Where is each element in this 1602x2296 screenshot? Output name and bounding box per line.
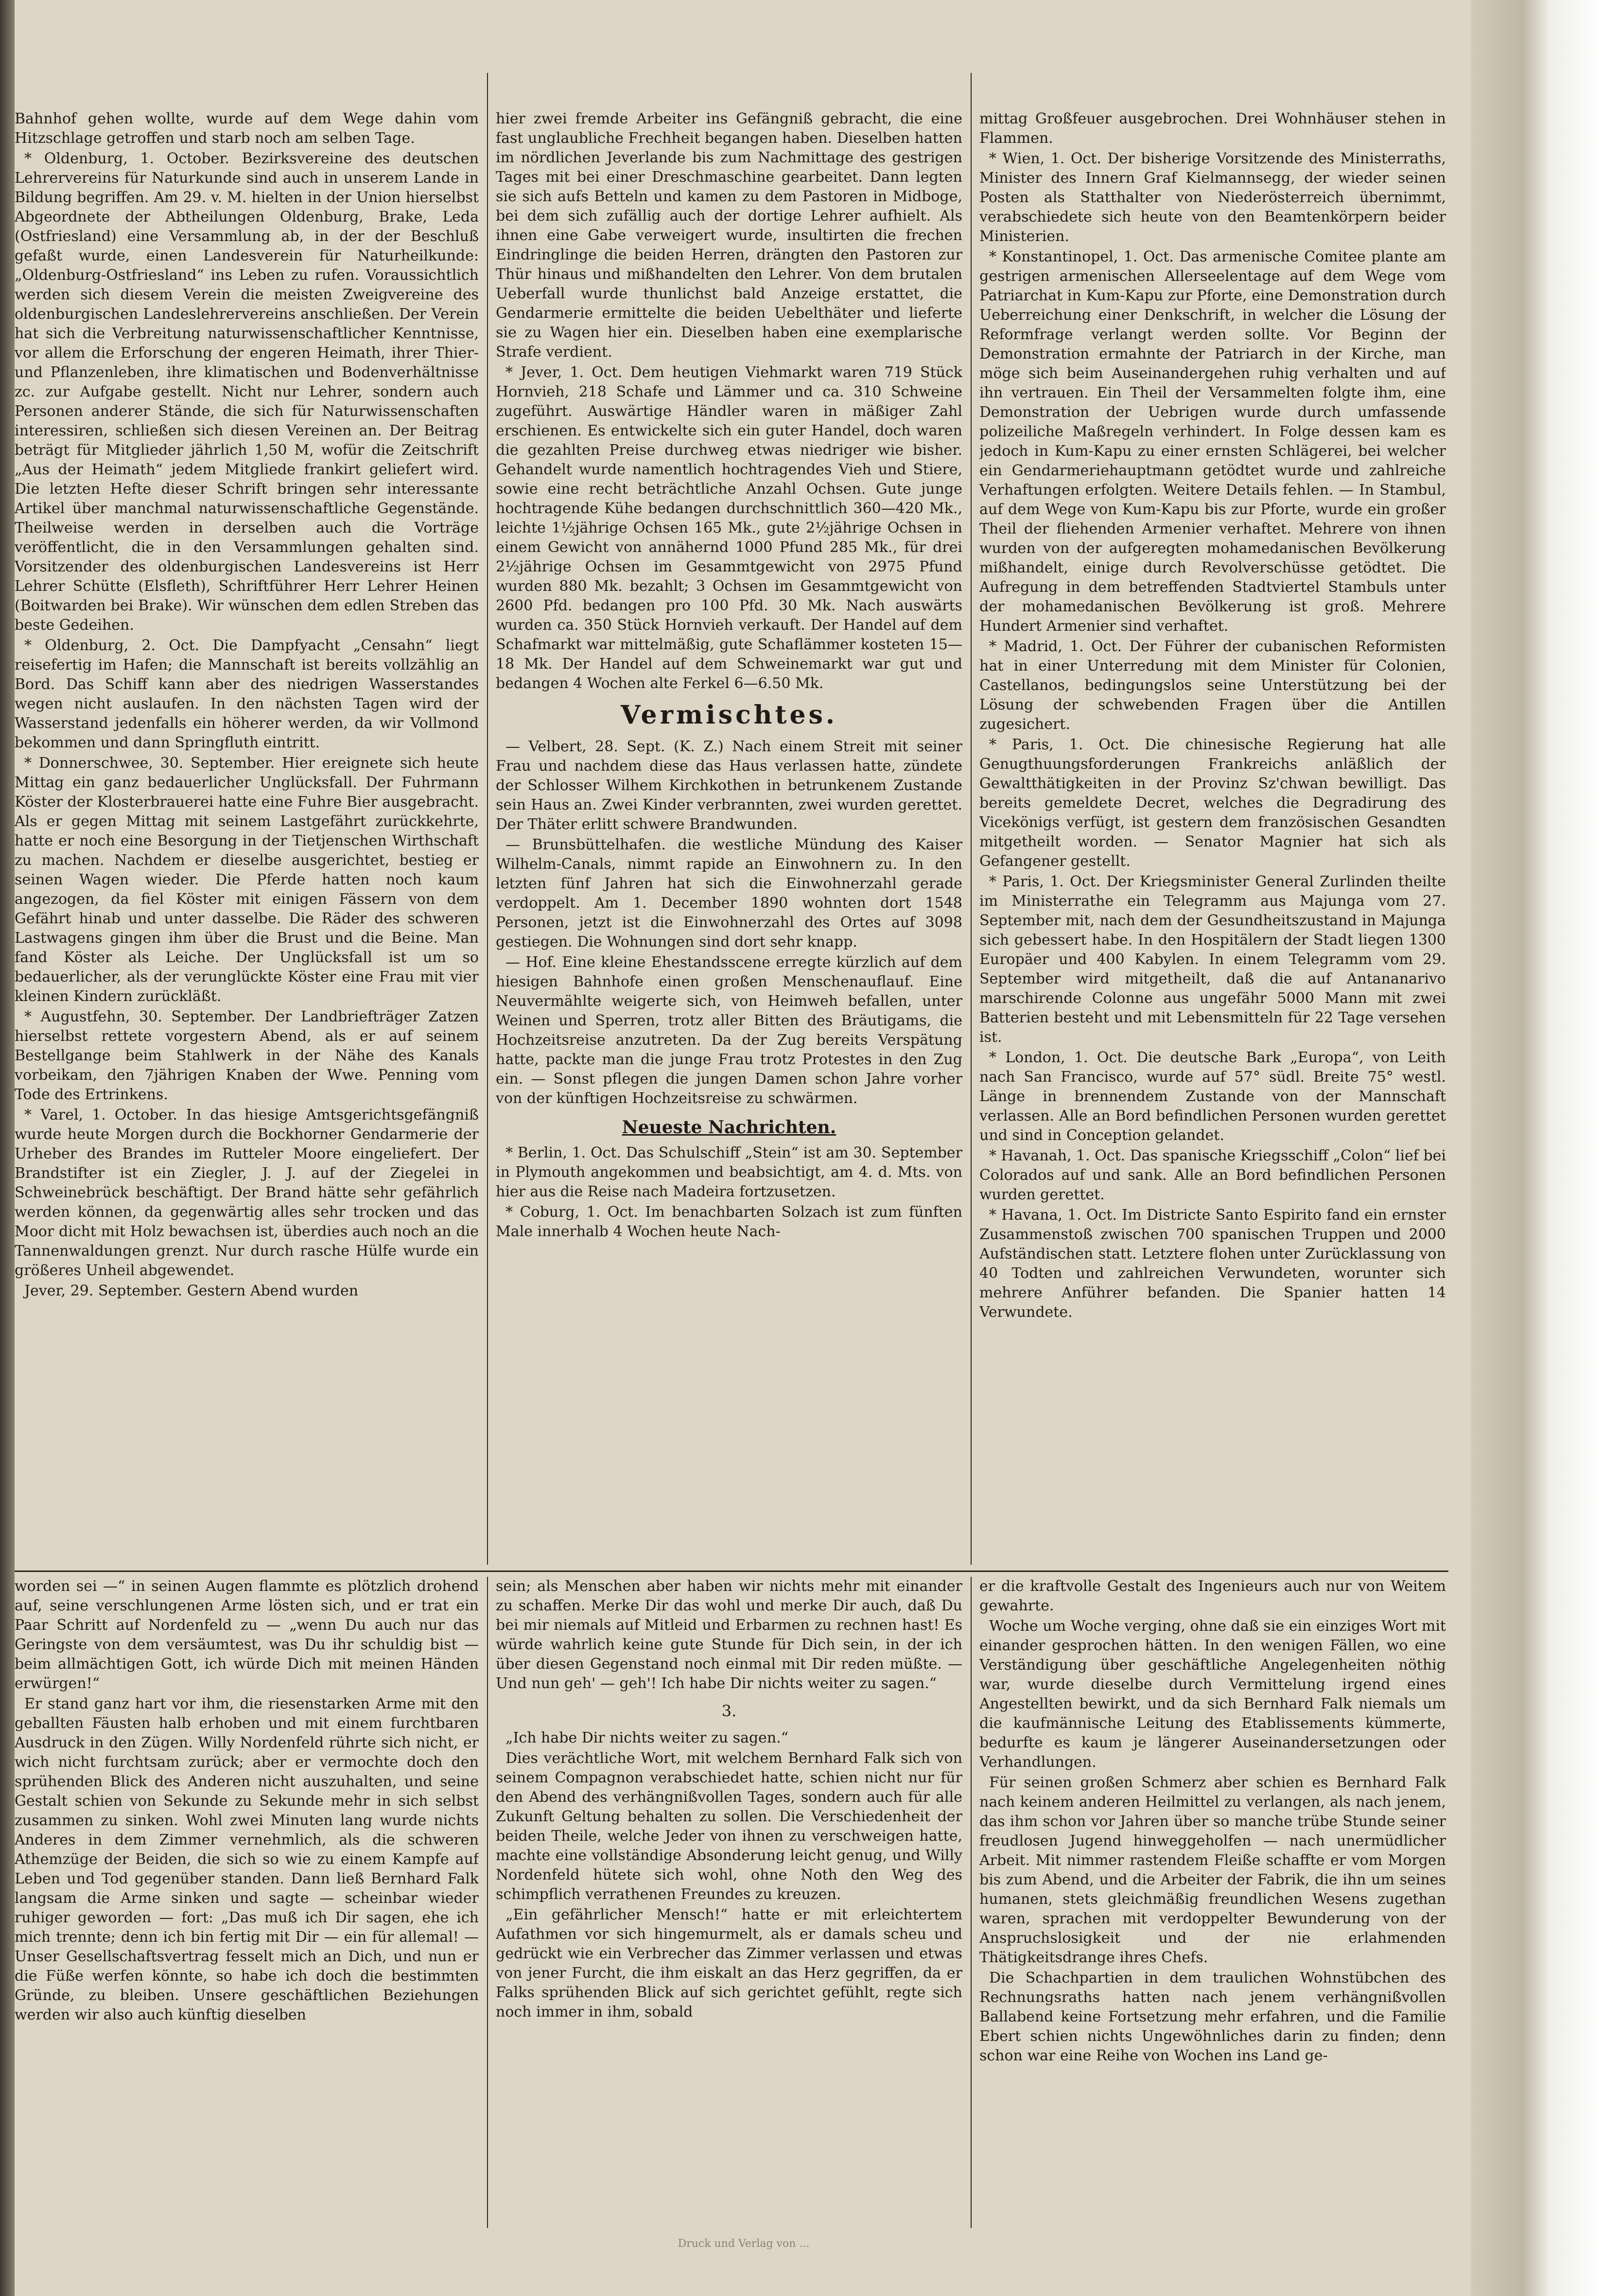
column-rule-1 xyxy=(487,73,488,1565)
paragraph: * Augustfehn, 30. September. Der Landbriefträger Zatzen hierselbst rettete vorgestern Abend, als er auf seinem Bestellgange beim Stahlwerk in der Nähe des Kanals vorbeikam, den 7jährigen Knaben der Wwe. Penning vom Tode des Ertrinkens. xyxy=(15,1008,479,1103)
miscellany-articles xyxy=(496,737,962,1108)
newspaper-sheet xyxy=(15,0,1473,2296)
paragraph: — Brunsbüttelhafen. die westliche Mündung des Kaiser Wilhelm-Canals, nimmt rapide an Einwohnern zu. In den letzten fünf Jahren hat sich die Einwohnerzahl gerade verdoppelt. Am 1. December 1890 wohnten dort 1548 Personen, jetzt ist die Einwohnerzahl des Ortes auf 3098 gestiegen. Die Wohnungen sind dort sehr knapp. xyxy=(496,836,962,950)
column-rule-2 xyxy=(971,73,972,1565)
paragraph: * Donnerschwee, 30. September. Hier ereignete sich heute Mittag ein ganz bedauerlicher Unglücksfall. Der Fuhrmann Köster der Klosterbrauerei hatte eine Fuhre Bier ausgebracht. Als er gegen Mittag mit seinem Lastgefährt zurückkehrte, hatte er noch eine Besorgung in der Tietjenschen Wirthschaft zu machen. Nachdem er dieselbe ausgerichtet, bestieg er seinen Wagen wieder. Die Pferde hatten noch kaum angezogen, da fiel Köster mit einigen Fässern von dem Gefährt hinab und unter dasselbe. Die Räder des schweren Lastwagens gingen ihm über die Brust und die Beine. Man fand Köster als Leiche. Der Unglücksfall ist um so bedauerlicher, als der verunglückte Köster eine Frau mit vier kleinen Kindern zurückläßt. xyxy=(15,755,479,1005)
paragraph: * Paris, 1. Oct. Die chinesische Regierung hat alle Genugthuungsforderungen Frankreichs anläßlich der Gewaltthätigkeiten in der Provinz Sz'chwan bewilligt. Das bereits gemeldete Decret, welches die Degradirung des Vicekönigs verfügt, ist gestern dem französischen Gesandten mitgetheilt worden. — Senator Magnier hat sich als Gefangener gestellt. xyxy=(979,736,1446,870)
news-column-2 xyxy=(496,109,962,1562)
paragraph: * Havanah, 1. Oct. Das spanische Kriegsschiff „Colon“ lief bei Colorados auf und sank. Alle an Bord befindlichen Personen wurden gerettet. xyxy=(979,1147,1446,1203)
feuilleton-rule-1 xyxy=(487,1577,488,2228)
paragraph: worden sei —“ in seinen Augen flammte es plötzlich drohend auf, seine verschlungenen Arme lösten sich, und er trat ein Paar Schritt auf Nordenfeld zu — „wenn Du auch nur das Geringste von dem versäumtest, was Du ihr schuldig bist — beim allmächtigen Gott, ich würde Dich mit meinen Händen erwürgen!“ xyxy=(15,1578,479,1692)
news-column-1 xyxy=(15,109,479,1562)
paragraph: — Velbert, 28. Sept. (K. Z.) Nach einem Streit mit seiner Frau und nachdem diese das Haus verlassen hatte, zündete der Schlosser Wilhem Kirchkothen in betrunkenem Zustande sein Haus an. Zwei Kinder verbrannten, zwei wurden gerettet. Der Thäter erlitt schwere Brandwunden. xyxy=(496,738,962,833)
paragraph: Dies verächtliche Wort, mit welchem Bernhard Falk sich von seinem Compagnon verabschiedet hatte, schien nicht nur für den Abend des verhängnißvollen Tages, sondern auch für alle Zukunft Geltung behalten zu sollen. Die Verschiedenheit der beiden Theile, welche Jeder von ihnen zu verschweigen hatte, machte eine vollständige Absonderung leicht genug, und Willy Nordenfeld hütete sich wohl, ohne Noth den Weg des schimpflich verrathenen Freundes zu kreuzen. xyxy=(496,1750,962,1903)
book-page-edge xyxy=(1471,0,1602,2296)
paragraph: Bahnhof gehen wollte, wurde auf dem Wege dahin vom Hitzschlage getroffen und starb noch am selben Tage. xyxy=(15,110,479,147)
feuilleton-column-2 xyxy=(496,1577,962,2228)
paragraph: * Oldenburg, 1. October. Bezirksvereine des deutschen Lehrervereins für Naturkunde sind auch in unserem Lande in Bildung begriffen. Am 29. v. M. hielten in der Union hierselbst Abgeordnete der Abtheilungen Oldenburg, Brake, Leda (Ostfriesland) eine Versammlung ab, in der der Beschluß gefaßt wurde, einen Landesverein für Naturheilkunde: „Oldenburg-Ostfriesland“ ins Leben zu rufen. Voraussichtlich werden sich diesem Verein die meisten Zweigvereine des oldenburgischen Landeslehrervereins anschließen. Der Verein hat sich die Verbreitung naturwissenschaftlicher Kenntnisse, vor allem die Erforschung der engeren Heimath, ihrer Thier- und Pflanzenleben, ihre klimatischen und Bodenverhältnisse zc. zur Aufgabe gestellt. Nicht nur Lehrer, sondern auch Personen anderer Stände, die sich für Naturwissenschaften interessiren, schließen sich diesen Vereinen an. Der Beitrag beträgt für Mitglieder jährlich 1,50 M, wofür die Zeitschrift „Aus der Heimath“ jedem Mitgliede frankirt geliefert wird. Die letzten Hefte dieser Schrift bringen sehr interessante Artikel über manchmal naturwissenschaftliche Gegenstände. Theilweise werden in derselben auch die Vorträge veröffentlicht, die in den Versammlungen gehalten sind. Vorsitzender des oldenburgischen Landesvereins ist Herr Lehrer Schütte (Elsfleth), Schriftführer Herr Lehrer Heinen (Boitwarden bei Brake). Wir wünschen dem edlen Streben das beste Gedeihen. xyxy=(15,150,479,634)
section-heading-vermischtes: Vermischtes. xyxy=(620,700,838,730)
adjacent-page-edge xyxy=(0,0,15,2296)
news-column-3 xyxy=(979,109,1446,1562)
feuilleton-separator xyxy=(15,1571,1448,1572)
imprint-note: Druck und Verlag von ... xyxy=(678,2238,810,2250)
paragraph: sein; als Menschen aber haben wir nichts mehr mit einander zu schaffen. Merke Dir das wohl und merke Dir auch, daß Du bei mir niemals auf Mitleid und Erbarmen zu rechnen hast! Es würde wahrlich keine gute Stunde für Dich sein, in der ich über diesen Gegenstand noch einmal mit Dir reden müßte. — Und nun geh' — geh'! Ich habe Dir nichts weiter zu sagen.“ xyxy=(496,1578,962,1692)
paragraph: Für seinen großen Schmerz aber schien es Bernhard Falk nach keinem anderen Heilmittel zu verlangen, als nach jenem, das ihm schon vor Jahren über so manche trübe Stunde seiner freudlosen Jugend hinweggeholfen — nach unermüdlicher Arbeit. Mit nimmer rastendem Fleiße schaffte er vom Morgen bis zum Abend, und die Arbeiter der Fabrik, die ihn um seines humanen, stets gleichmäßig freundlichen Wesens zugethan waren, sprachen mit verdoppelter Bewunderung von der Anspruchslosigkeit und der nie erlahmenden Thätigkeitsdrange ihres Chefs. xyxy=(979,1774,1446,1966)
paragraph: * Konstantinopel, 1. Oct. Das armenische Comitee plante am gestrigen armenischen Allerseelentage auf dem Wege vom Patriarchat in Kum-Kapu zur Pforte, eine Demonstration durch Ueberreichung einer Denkschrift, in welcher die Lösung der Reformfrage verlangt werden sollte. Vor Beginn der Demonstration ermahnte der Patriarch in der Kirche, man möge sich beim Auseinandergehen ruhig verhalten und auf ihn vertrauen. Ein Theil der Versammelten folgte ihm, eine Demonstration der Uebrigen wurde durch umfassende polizeiliche Maßregeln verhindert. In Folge dessen kam es jedoch in Kum-Kapu zu einer ernsten Schlägerei, bei welcher ein Gendarmeriehauptmann getödtet wurde und zahlreiche Verhaftungen erfolgten. Weitere Details fehlen. — In Stambul, auf dem Wege von Kum-Kapu bis zur Pforte, wurde ein großer Theil der fliehenden Armenier verhaftet. Mehrere von ihnen wurden von der aufgeregten mohamedanischen Bevölkerung mißhandelt, einige durch Revolverschüsse getödtet. Die Aufregung in dem betreffenden Stadtviertel Stambuls unter der mohamedanischen Bevölkerung ist groß. Mehrere Hundert Armenier sind verhaftet. xyxy=(979,248,1446,635)
feuilleton-rule-2 xyxy=(971,1577,972,2228)
paragraph: * Havana, 1. Oct. Im Districte Santo Espirito fand ein ernster Zusammenstoß zwischen 700 spanischen Truppen und 2000 Aufständischen statt. Letztere flohen unter Zurücklassung von 40 Todten und zahlreichen Verwundeten, worunter sich mehrere Anführer befanden. Die Spanier hatten 14 Verwundete. xyxy=(979,1207,1446,1321)
chapter-number: 3. xyxy=(721,1702,737,1720)
section-heading-neueste-nachrichten: Neueste Nachrichten. xyxy=(622,1117,836,1138)
paragraph: „Ein gefährlicher Mensch!“ hatte er mit erleichtertem Aufathmen vor sich hingemurmelt, als er damals scheu und gedrückt wie ein Verbrecher das Zimmer verlassen und etwas von jener Furcht, die ihm eiskalt an das Herz gegriffen, da er Falks sprühenden Blick auf sich gerichtet gefühlt, regte sich noch immer in ihm, sobald xyxy=(496,1906,962,2020)
paragraph: * Oldenburg, 2. Oct. Die Dampfyacht „Censahn“ liegt reisefertig im Hafen; die Mannschaft ist bereits vollzählig an Bord. Das Schiff kann aber des niedrigen Wasserstandes wegen nicht auslaufen. In den nächsten Tagen wird der Wasserstand jedenfalls ein höherer werden, da wir Vollmond bekommen und dann Springfluth eintritt. xyxy=(15,637,479,751)
paragraph: „Ich habe Dir nichts weiter zu sagen.“ xyxy=(505,1729,789,1746)
paragraph: — Hof. Eine kleine Ehestandsscene erregte kürzlich auf dem hiesigen Bahnhofe einen großen Menschenauflauf. Eine Neuvermählte weigerte sich, von Heimweh befallen, unter Weinen und Sperren, trotz aller Bitten des Bräutigams, die Hochzeitsreise anzutreten. Da der Zug bereits Verspätung hatte, packte man die junge Frau trotz Protestes in den Zug ein. — Sonst pflegen die jungen Damen schon Jahre vorher von der künftigen Hochzeitsreise zu schwärmen. xyxy=(496,954,962,1107)
paragraph: hier zwei fremde Arbeiter ins Gefängniß gebracht, die eine fast unglaubliche Frechheit begangen haben. Dieselben hatten im nördlichen Jeverlande bis zum Nachmittage des gestrigen Tages mit bei einer Dreschmaschine gearbeitet. Dann legten sie sich aufs Betteln und kamen zu dem Pastoren in Midboge, bei dem sich zufällig auch der dortige Lehrer aufhielt. Als ihnen eine Gabe verweigert wurde, insultirten die frechen Eindringlinge die beiden Herren, drängten den Pastoren zur Thür hinaus und mißhandelten den Lehrer. Von dem brutalen Ueberfall wurde thunlichst bald Anzeige erstattet, die Gendarmerie ermittelte die beiden Uebelthäter und lieferte sie zu Wagen hier ein. Dieselben haben eine exemplarische Strafe verdient. xyxy=(496,110,962,361)
paragraph: * Varel, 1. October. In das hiesige Amtsgerichtsgefängniß wurde heute Morgen durch die Bockhorner Gendarmerie der Urheber des Brandes im Rutteler Moore eingeliefert. Der Brandstifter ist ein Ziegler, J. J. auf der Ziegelei in Schweinebrück beschäftigt. Der Brand hätte sehr gefährlich werden können, da gegenwärtig alles sehr trocken und das Moor dicht mit Holz bewachsen ist, überdies auch noch an die Tannenwaldungen grenzt. Nur durch rasche Hülfe wurde ein größeres Unheil abgewendet. xyxy=(15,1106,479,1279)
feuilleton-column-2-part-b xyxy=(496,1728,962,2022)
paragraph: * Berlin, 1. Oct. Das Schulschiff „Stein“ ist am 30. September in Plymouth angekommen und beabsichtigt, am 4. d. Mts. von hier aus die Reise nach Madeira fortzusetzen. xyxy=(496,1144,962,1200)
latest-news-articles xyxy=(496,1143,962,1242)
feuilleton-column-2-part-a xyxy=(496,1577,962,1693)
paragraph: er die kraftvolle Gestalt des Ingenieurs auch nur von Weitem gewahrte. xyxy=(979,1578,1446,1614)
paragraph: * Paris, 1. Oct. Der Kriegsminister General Zurlinden theilte im Ministerrathe ein Telegramm aus Majunga vom 27. September mit, nach dem der Gesundheitszustand in Majunga sich gebessert habe. In den Hospitälern der Stadt liegen 1300 Europäer und 400 Kabylen. In einem Telegramm vom 29. September wird mitgetheilt, daß die auf Antananarivo marschirende Colonne aus ungefähr 5000 Mann mit zwei Batterien besteht und mit Lebensmitteln für 22 Tage versehen ist. xyxy=(979,873,1446,1046)
paragraph: Jever, 29. September. Gestern Abend wurden xyxy=(24,1282,359,1299)
paragraph: Er stand ganz hart vor ihm, die riesenstarken Arme mit den geballten Fäusten halb erhoben und mit einem furchtbaren Ausdruck in den Zügen. Willy Nordenfeld rührte sich nicht, er wich nicht furchtsam zurück; aber er vermochte doch den sprühenden Blick des Anderen nicht auszuhalten, und seine Gestalt schien von Sekunde zu Sekunde mehr in sich selbst zusammen zu sinken. Wohl zwei Minuten lang wurde nichts Anderes in dem Zimmer vernehmlich, als die schweren Athemzüge der Beiden, die sich so wie zu einem Kampfe auf Leben und Tod gegenüber standen. Dann ließ Bernhard Falk langsam die Arme sinken und sagte — scheinbar wieder ruhiger geworden — fort: „Das muß ich Dir sagen, ehe ich mich trennte; denn ich bin fertig mit Dir — ein für allemal! — Unser Gesellschaftsvertrag fesselt mich an Dich, und nun er die Füße werfen könnte, so habe ich doch die bestimmten Gründe, zu bleiben. Unsere geschäftlichen Beziehungen werden wir also auch künftig dieselben xyxy=(15,1695,479,2023)
paragraph: mittag Großfeuer ausgebrochen. Drei Wohnhäuser stehen in Flammen. xyxy=(979,110,1446,147)
feuilleton-column-1 xyxy=(15,1577,479,2228)
news-column-2-articles xyxy=(496,109,962,693)
paragraph: * Coburg, 1. Oct. Im benachbarten Solzach ist zum fünften Male innerhalb 4 Wochen heute Nach- xyxy=(496,1204,962,1240)
feuilleton-column-3 xyxy=(979,1577,1446,2228)
paragraph: * Madrid, 1. Oct. Der Führer der cubanischen Reformisten hat in einer Unterredung mit dem Minister für Colonien, Castellanos, bedingungslos seine Unterstützung bei der Lösung der schwebenden Fragen über die Antillen zugesichert. xyxy=(979,638,1446,733)
paragraph: * Jever, 1. Oct. Dem heutigen Viehmarkt waren 719 Stück Hornvieh, 218 Schafe und Lämmer und ca. 310 Schweine zugeführt. Auswärtige Händler waren in mäßiger Zahl erschienen. Es entwickelte sich ein guter Handel, doch waren die gezahlten Preise durchweg etwas niedriger wie bisher. Gehandelt wurde namentlich hochtragendes Vieh und Stiere, sowie eine recht beträchtliche Anzahl Ochsen. Gute junge hochtragende Kühe bedangen durchschnittlich 360—420 Mk., leichte 1½jährige Ochsen 165 Mk., gute 2½jährige Ochsen in einem Gewicht von annähernd 1000 Pfund 285 Mk., für drei 2½jährige Ochsen im Gesammtgewicht von 2975 Pfund wurden 880 Mk. bezahlt; 3 Ochsen im Gesammtgewicht von 2600 Pfd. bedangen pro 100 Pfd. 30 Mk. Nach auswärts wurden ca. 350 Stück Hornvieh verkauft. Der Handel auf dem Schafmarkt war mittelmäßig, gute Schaflämmer kosteten 15—18 Mk. Der Handel auf dem Schweinemarkt war gut und bedangen 4 Wochen alte Ferkel 6—6.50 Mk. xyxy=(496,364,962,692)
paragraph: * Wien, 1. Oct. Der bisherige Vorsitzende des Ministerraths, Minister des Innern Graf Kielmannsegg, der wieder seinen Posten als Statthalter von Niederösterreich übernimmt, verabschiedete sich heute von den Beamtenkörpern beider Ministerien. xyxy=(979,150,1446,245)
paragraph: * London, 1. Oct. Die deutsche Bark „Europa“, von Leith nach San Francisco, wurde auf 57° südl. Breite 75° westl. Länge in brennendem Zustande von der Mannschaft verlassen. Alle an Bord befindlichen Personen wurden gerettet und sind in Conception gelandet. xyxy=(979,1049,1446,1144)
paragraph: Die Schachpartien in dem traulichen Wohnstübchen des Rechnungsraths hatten nach jenem verhängnißvollen Ballabend keine Fortsetzung mehr erfahren, und die Familie Ebert schien nichts Ungewöhnliches darin zu finden; denn schon war eine Reihe von Wochen ins Land ge- xyxy=(979,1969,1446,2064)
paragraph: Woche um Woche verging, ohne daß sie ein einziges Wort mit einander gesprochen hätten. In den wenigen Fällen, wo eine Verständigung über geschäftliche Angelegenheiten nöthig war, wurde dieselbe durch Vermittelung irgend eines Angestellten bewirkt, und da sich Bernhard Falk niemals um die kaufmännische Leitung des Etablissements kümmerte, bedurfte es kaum je längerer Auseinandersetzungen oder Verhandlungen. xyxy=(979,1618,1446,1771)
